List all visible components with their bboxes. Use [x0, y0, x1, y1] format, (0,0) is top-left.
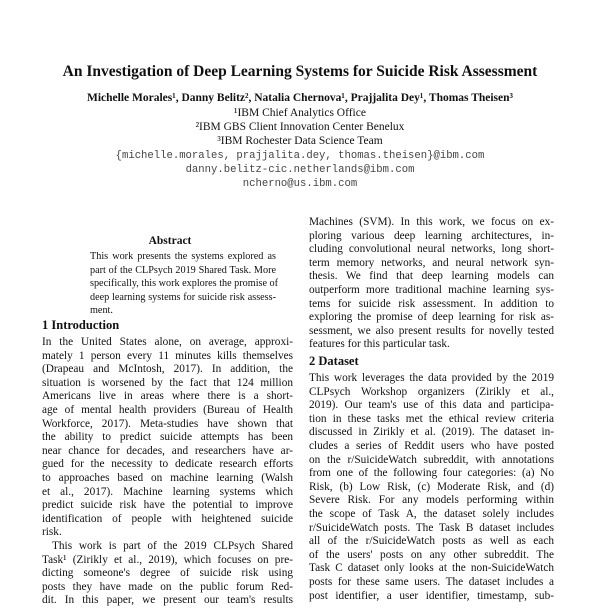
text-line: This work leverages the data provided by the 2019: [309, 372, 554, 384]
text-line: part of the CLPsych 2019 Shared Task. More: [90, 264, 276, 276]
text-line: tion in these tasks met the ethical review criteria: [309, 412, 554, 425]
text-line: Americans live in areas where there is a short-: [42, 390, 293, 403]
text-line: to approaches based on machine learning (Walsh: [42, 471, 293, 484]
introduction-continued-body: [309, 216, 554, 352]
introduction-body: [42, 336, 293, 607]
text-line: gued for the necessity to dedicate research efforts: [42, 458, 293, 471]
text-line: predict suicide risk have the potential to improve: [42, 499, 293, 512]
section-heading-dataset: 2 Dataset: [309, 354, 359, 368]
affiliation: ²IBM GBS Client Innovation Center Benelux: [195, 121, 405, 133]
email-line: danny.belitz-cic.netherlands@ibm.com: [185, 164, 415, 176]
text-line: sessment, we also present results for novelly tested: [309, 324, 554, 337]
text-line: dicting someone's degree of suicide risk using: [42, 567, 293, 580]
text-line: situation is worsened by the fact that 124 million: [42, 376, 293, 389]
text-line: CLPsych Workshop organizers (Zirikly et al.,: [309, 385, 554, 398]
email-line: {michelle.morales, prajjalita.dey, thomas.theisen}@ibm.com: [115, 150, 485, 162]
text-line: identification of people with heightened suicide: [42, 512, 293, 525]
text-line: posts they have made on the public forum Red-: [42, 580, 293, 593]
paper-title: An Investigation of Deep Learning Systems for Suicide Risk Assessment: [62, 63, 538, 80]
text-line: age of mental health providers (Bureau of Health: [42, 403, 293, 416]
text-line: Severe Risk. For any models performing within: [309, 494, 554, 507]
text-line: et al., 2017). Machine learning systems which: [42, 485, 293, 498]
text-line: near chance for decades, and researchers have ar-: [42, 444, 293, 457]
text-line: cluding convolutional neural networks, long short-: [309, 243, 554, 256]
text-line: all of the r/SuicideWatch posts as well as each: [309, 535, 554, 548]
text-line: the ability to predict suicide attempts has been: [42, 431, 293, 444]
text-line: term memory networks, and neural network syn-: [309, 256, 554, 269]
section-heading-introduction: 1 Introduction: [42, 318, 120, 332]
text-line: cludes a series of Reddit users who have posted: [309, 439, 554, 452]
text-line: ploring various deep learning architectures, in-: [309, 229, 554, 242]
text-line: risk.: [42, 526, 62, 539]
text-line: dit. In this paper, we present our team's results: [42, 594, 293, 607]
text-line: 2019). Our team's use of this data and participa-: [309, 399, 554, 412]
text-line: exploring the promise of deep learning for risk as-: [309, 311, 554, 324]
dataset-body: [309, 372, 554, 600]
text-line: discussed in Zirikly et al. (2019). The dataset in-: [309, 426, 554, 439]
text-line: Risk, (b) Low Risk, (c) Moderate Risk, and (d): [309, 480, 554, 493]
text-line: This work presents the systems explored as: [90, 251, 276, 262]
text-line: outperform more traditional machine learning sys-: [309, 283, 554, 296]
text-line: tems for suicide risk assessment. In addition to: [309, 297, 554, 310]
text-line: Workforce, 2017). Meta-studies have shown that: [42, 417, 293, 430]
text-line: mately 1 person every 11 minutes kills themselves: [42, 349, 293, 362]
text-line: features for this particular task.: [309, 338, 450, 351]
text-line: (Drapeau and McIntosh, 2017). In addition, the: [42, 363, 293, 376]
text-line: In the United States alone, on average, approxi-: [42, 336, 293, 348]
text-line: of the users' posts on any other subreddit. The: [309, 548, 554, 561]
affiliation: ³IBM Rochester Data Science Team: [217, 135, 383, 147]
text-line: posts for these same users. The dataset includes a: [309, 575, 554, 588]
text-line: thesis. We find that deep learning models can: [309, 270, 554, 283]
abstract-body: [90, 250, 279, 318]
text-line: specifically, this work explores the promise of: [90, 278, 279, 290]
text-line: r/SuicideWatch posts. The Task B dataset includes: [309, 521, 554, 534]
text-line: the scope of Task A, the dataset solely includes: [309, 507, 554, 520]
author-list: Michelle Morales¹, Danny Belitz², Natalia Chernova¹, Prajjalita Dey¹, Thomas Theisen³: [87, 92, 513, 104]
email-line: ncherno@us.ibm.com: [242, 178, 358, 190]
text-line: This work is part of the 2019 CLPsych Shared: [52, 539, 293, 552]
text-line: deep learning systems for suicide risk assess-: [90, 291, 276, 303]
text-line: Task¹ (Zirikly et al., 2019), which focuses on pre-: [42, 553, 293, 566]
text-line: ment.: [90, 305, 113, 317]
affiliation: ¹IBM Chief Analytics Office: [234, 107, 366, 119]
text-line: from one of the following four categories: (a) No: [309, 467, 554, 480]
text-line: post identifier, a user identifier, timestamp, sub-: [309, 589, 554, 602]
text-line: on the r/SuicideWatch subreddit, with annotations: [309, 453, 554, 466]
abstract-heading: Abstract: [148, 235, 192, 247]
text-line: Machines (SVM). In this work, we focus on ex-: [309, 216, 554, 228]
text-line: Task C dataset only looks at the non-SuicideWatch: [309, 562, 554, 575]
